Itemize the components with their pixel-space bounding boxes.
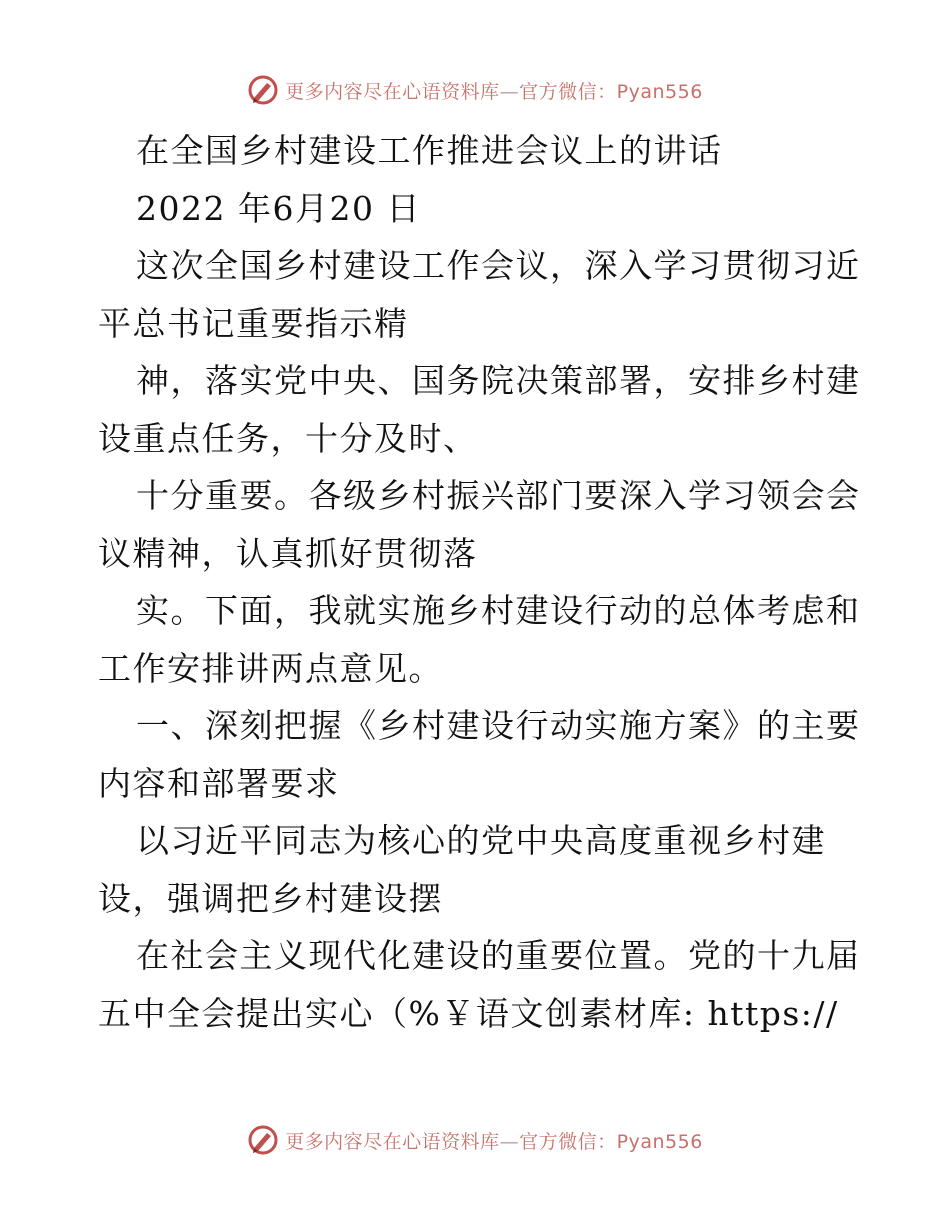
watermark-contact: 官方微信：Pyan556	[519, 80, 703, 103]
document-line: 设重点任务，十分及时、	[98, 418, 478, 458]
document-line: 实。下面，我就实施乡村建设行动的总体考虑和	[136, 591, 861, 630]
document-line: 神，落实党中央、国务院决策部署，安排乡村建	[136, 361, 861, 400]
watermark-slogan: 更多内容尽在心语资料库	[285, 1130, 500, 1153]
document-line: 十分重要。各级乡村振兴部门要深入学习领会会	[136, 476, 861, 515]
document-body	[98, 122, 861, 1042]
document-line: 这次全国乡村建设工作会议，深入学习贯彻习近	[136, 246, 861, 285]
document-line: 2022 年6月20 日	[136, 188, 421, 228]
document-line: 以习近平同志为核心的党中央高度重视乡村建	[136, 821, 826, 860]
document-line: 议精神，认真抓好贯彻落	[98, 533, 478, 573]
watermark-separator: —	[499, 80, 520, 103]
watermark-slogan: 更多内容尽在心语资料库	[285, 80, 500, 103]
watermark-text	[285, 77, 703, 104]
footer-watermark	[0, 1120, 950, 1160]
pen-logo-icon	[247, 1124, 279, 1156]
document-line: 一、深刻把握《乡村建设行动实施方案》的主要	[136, 706, 861, 745]
watermark-text	[285, 1127, 703, 1154]
header-watermark	[0, 70, 950, 110]
document-line: 五中全会提出实心（%￥语文创素材库: https://	[98, 993, 839, 1033]
document-line: 设，强调把乡村建设摆	[98, 878, 443, 918]
pen-logo-icon	[247, 74, 279, 106]
document-line: 工作安排讲两点意见。	[98, 648, 443, 688]
document-line: 在社会主义现代化建设的重要位置。党的十九届	[136, 936, 861, 975]
document-line: 平总书记重要指示精	[98, 303, 409, 343]
document-line: 在全国乡村建设工作推进会议上的讲话	[136, 131, 723, 170]
watermark-contact: 官方微信：Pyan556	[519, 1130, 703, 1153]
watermark-separator: —	[499, 1130, 520, 1153]
document-line: 内容和部署要求	[98, 763, 340, 803]
